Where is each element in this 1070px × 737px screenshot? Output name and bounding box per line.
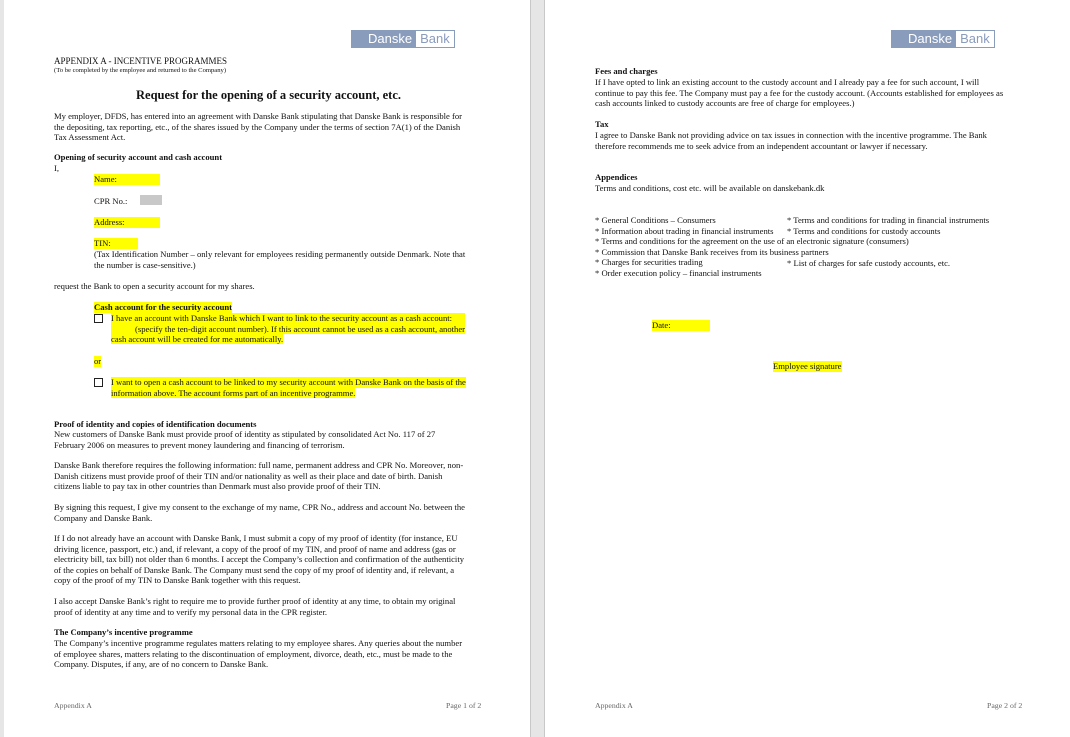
document-page-2 xyxy=(544,0,1070,737)
list-item: * Terms and conditions for the agreement on the use of an electronic signature (consumers) xyxy=(595,236,909,247)
incentive-line: Company. Disputes, if any, are of no concern to Danske Bank. xyxy=(54,659,269,670)
list-item: * Charges for securities trading xyxy=(595,257,703,268)
proof-line: By signing this request, I give my consent to the exchange of my name, CPR No., address and account No. between the xyxy=(54,502,465,512)
proof-line: Danish citizens must provide proof of their TIN and/or nationality as well as their place and date of birth. Danish xyxy=(54,470,443,481)
cpr-label: CPR No.: xyxy=(94,196,128,206)
proof-line: copy of the proof of my TIN to Danske Bank together with this request. xyxy=(54,575,301,586)
date-label: Date: xyxy=(652,320,671,330)
option1-line: cash account will be created for me automatically. xyxy=(111,334,284,345)
tax-line: I agree to Danske Bank not providing advice on tax issues in connection with the incentive programme. The Bank xyxy=(595,130,987,140)
intro-paragraph xyxy=(54,111,462,143)
list-item: * General Conditions – Consumers xyxy=(595,215,716,225)
fees-line: cash accounts linked to custody accounts are free of charge for employees.) xyxy=(595,98,855,109)
document-page-1 xyxy=(4,0,531,737)
option1-line: (specify the ten-digit account number). If this account cannot be used as a cash account, another xyxy=(111,324,465,335)
proof-paragraph-5 xyxy=(54,596,455,617)
proof-paragraph-1 xyxy=(54,429,435,450)
tin-field[interactable] xyxy=(94,238,138,249)
tin-label: TIN: xyxy=(94,238,111,248)
footer-page-number: Page 2 of 2 xyxy=(987,701,1023,710)
list-item: * Information about trading in financial instruments xyxy=(595,225,774,236)
address-field[interactable] xyxy=(94,217,160,228)
list-item: * Terms and conditions for custody accounts xyxy=(787,226,941,236)
list-item: * List of charges for safe custody accounts, etc. xyxy=(787,258,951,268)
fees-line: continue to pay this fee. The Company must pay a fee for the custody account. (Accounts established for employees as xyxy=(595,87,1004,98)
name-field[interactable] xyxy=(94,174,160,185)
tin-note-line: (Tax Identification Number – only relevant for employees residing permanently outside Denmark. Note that xyxy=(94,249,466,259)
list-item: * Terms and conditions for trading in financial instruments xyxy=(787,215,990,225)
proof-line: Danske Bank therefore requires the following information: full name, permanent address and CPR No. Moreover, non- xyxy=(54,460,464,470)
fees-line: If I have opted to link an existing account to the custody account and I already pay a fee for such account, I will xyxy=(595,77,980,87)
option2-line: information above. The account forms part of an incentive programme. xyxy=(111,387,356,398)
name-label: Name: xyxy=(94,174,117,184)
or-label: or xyxy=(94,356,102,366)
fees-heading: Fees and charges xyxy=(595,66,658,76)
tax-heading: Tax xyxy=(595,119,609,129)
intro-line: My employer, DFDS, has entered into an agreement with Danske Bank stipulating that Danske Bank is responsible for xyxy=(54,111,463,121)
option1-text xyxy=(111,313,465,345)
date-field[interactable] xyxy=(652,320,710,331)
option1-checkbox[interactable] xyxy=(94,314,103,323)
proof-line: of the copies on behalf of Danske Bank. The Company must send the copy of my proof of identity and, if relevant, a xyxy=(54,564,455,575)
proof-line: proof of identity at any time and to verify my personal data in the CPR register. xyxy=(54,606,328,617)
proof-line: February 2006 on measures to prevent money laundering and financing of terrorism. xyxy=(54,439,345,450)
proof-line: electricity bill, tax bill) not older than 6 months. I accept the Company’s collection and confirmation of the authenticity xyxy=(54,554,464,565)
i-label: I, xyxy=(54,163,60,173)
tin-note xyxy=(94,249,465,270)
tax-paragraph xyxy=(595,130,987,151)
option2-checkbox[interactable] xyxy=(94,378,103,387)
proof-line: driving licence, passport, etc.) and, if relevant, a copy of the proof of my TIN, and proof of name and address (gas or xyxy=(54,543,456,554)
tin-note-line: the number is case-sensitive.) xyxy=(94,259,196,270)
address-label: Address: xyxy=(94,217,125,227)
appendices-heading: Appendices xyxy=(595,172,638,182)
appendices-text: Terms and conditions, cost etc. will be available on danskebank.dk xyxy=(595,183,825,193)
logo-danske: Danske xyxy=(891,30,955,48)
intro-line: the depositing, tax reporting, etc., of the shares issued by the Company under the terms of section 7A(1) of the Danish xyxy=(54,121,461,132)
incentive-heading: The Company’s incentive programme xyxy=(54,627,193,637)
incentive-paragraph xyxy=(54,638,462,670)
danske-bank-logo xyxy=(351,30,455,48)
appendix-title: APPENDIX A - INCENTIVE PROGRAMMES xyxy=(54,56,228,66)
proof-paragraph-3 xyxy=(54,502,465,523)
request-text: request the Bank to open a security account for my shares. xyxy=(54,281,255,291)
proof-line: citizens liable to pay tax in other countries than Denmark must also provide proof of their TIN. xyxy=(54,481,381,492)
logo-bank: Bank xyxy=(415,30,455,48)
option2-text xyxy=(111,377,466,398)
proof-heading: Proof of identity and copies of identification documents xyxy=(54,419,257,429)
option2-line: I want to open a cash account to be linked to my security account with Danske Bank on the basis of the xyxy=(111,377,466,387)
list-item: * Order execution policy – financial instruments xyxy=(595,267,762,278)
incentive-line: The Company’s incentive programme regulates matters relating to my employee shares. Any queries about the number xyxy=(54,638,463,648)
tax-line: therefore recommends me to seek advice from an independent accountant or lawyer if necessary. xyxy=(595,140,928,151)
proof-paragraph-2 xyxy=(54,460,463,492)
logo-bank: Bank xyxy=(955,30,995,48)
opening-heading: Opening of security account and cash account xyxy=(54,152,223,162)
footer-page-number: Page 1 of 2 xyxy=(446,701,482,710)
footer-left: Appendix A xyxy=(54,701,92,710)
proof-paragraph-4 xyxy=(54,533,464,586)
cash-heading: Cash account for the security account xyxy=(94,302,233,312)
proof-line: If I do not already have an account with Danske Bank, I must submit a copy of my proof of identity (for instance, EU xyxy=(54,533,458,543)
page-title: Request for the opening of a security account, etc. xyxy=(136,88,402,102)
cpr-input[interactable] xyxy=(140,195,162,205)
proof-line: I also accept Danske Bank’s right to require me to provide further proof of identity at any time, to obtain my original xyxy=(54,596,456,606)
danske-bank-logo xyxy=(891,30,995,48)
option1-line: I have an account with Danske Bank which I want to link to the security account as a cash account: xyxy=(111,313,465,324)
incentive-line: of employee shares, matters relating to the discontinuation of employment, divorce, death, etc., must be made to the xyxy=(54,648,453,659)
footer-left: Appendix A xyxy=(595,701,633,710)
list-item: * Commission that Danske Bank receives from its business partners xyxy=(595,246,829,257)
employee-signature-field[interactable]: Employee signature xyxy=(773,361,842,371)
appendix-subtitle: (To be completed by the employee and returned to the Company) xyxy=(54,67,227,74)
intro-line: Tax Assessment Act. xyxy=(54,132,126,143)
fees-paragraph xyxy=(595,77,1003,109)
proof-line: Company and Danske Bank. xyxy=(54,512,153,523)
proof-line: New customers of Danske Bank must provide proof of identity as stipulated by consolidated Act No. 117 of 27 xyxy=(54,429,436,439)
logo-danske: Danske xyxy=(351,30,415,48)
